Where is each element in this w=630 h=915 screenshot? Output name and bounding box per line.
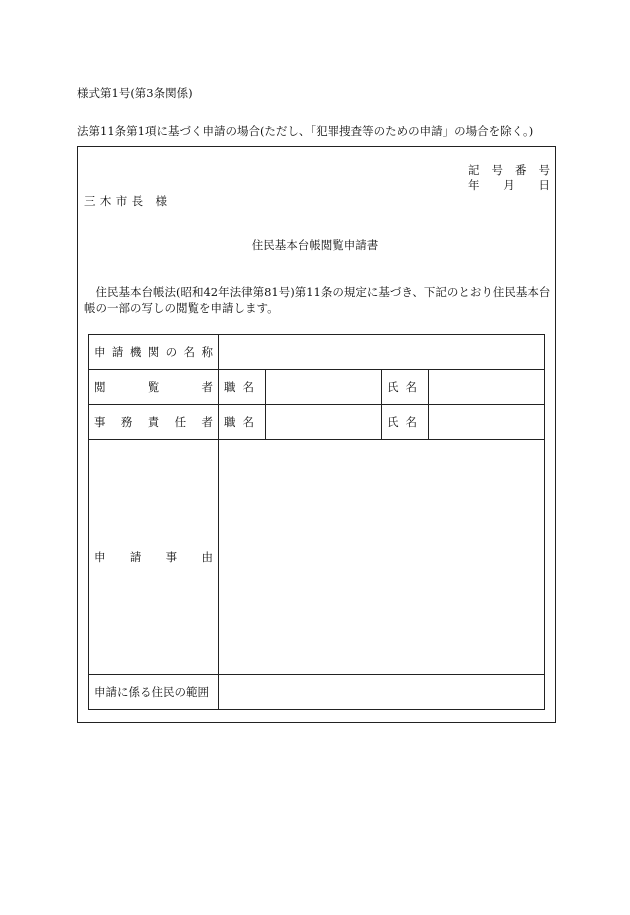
viewer-position-label: 職 名 <box>219 370 266 405</box>
applicant-org-label: 申 請 機 関 の 名 称 <box>89 335 219 370</box>
record-number-char: 記 <box>468 163 480 177</box>
manager-position-field[interactable] <box>266 405 382 440</box>
record-number-char: 号 <box>538 163 550 177</box>
addressee: 三木市長 様 <box>84 194 172 208</box>
date-month: 月 <box>503 178 515 192</box>
date-label <box>468 177 550 193</box>
scope-field[interactable] <box>219 675 545 710</box>
manager-position-label: 職 名 <box>219 405 266 440</box>
table-row <box>89 370 545 405</box>
manager-name-field[interactable] <box>429 405 545 440</box>
reason-label: 申 請 事 由 <box>89 440 219 675</box>
record-number-label <box>468 162 550 178</box>
applicant-org-field[interactable] <box>219 335 545 370</box>
manager-name-label: 氏 名 <box>382 405 429 440</box>
form-number: 様式第1号(第3条関係) <box>77 86 193 100</box>
table-row <box>89 335 545 370</box>
scope-label: 申請に係る住民の範囲 <box>89 675 219 710</box>
header-note: 法第11条第1項に基づく申請の場合(ただし、「犯罪捜査等のための申請」の場合を除く。) <box>77 124 534 138</box>
viewer-name-label: 氏 名 <box>382 370 429 405</box>
table-row <box>89 675 545 710</box>
application-statement: 住民基本台帳法(昭和42年法律第81号)第11条の規定に基づき、下記のとおり住民基本台帳の一部の写しの閲覧を申請します。 <box>84 285 551 315</box>
viewer-name-field[interactable] <box>429 370 545 405</box>
application-table <box>88 334 545 710</box>
manager-label: 事 務 責 任 者 <box>89 405 219 440</box>
record-number-char: 番 <box>515 163 527 177</box>
document-title: 住民基本台帳閲覧申請書 <box>251 238 379 252</box>
record-number-char: 号 <box>491 163 503 177</box>
date-day: 日 <box>538 178 550 192</box>
viewer-label: 閲 覧 者 <box>89 370 219 405</box>
date-year: 年 <box>468 178 480 192</box>
reason-field[interactable] <box>219 440 545 675</box>
viewer-position-field[interactable] <box>266 370 382 405</box>
table-row <box>89 405 545 440</box>
table-row <box>89 440 545 675</box>
